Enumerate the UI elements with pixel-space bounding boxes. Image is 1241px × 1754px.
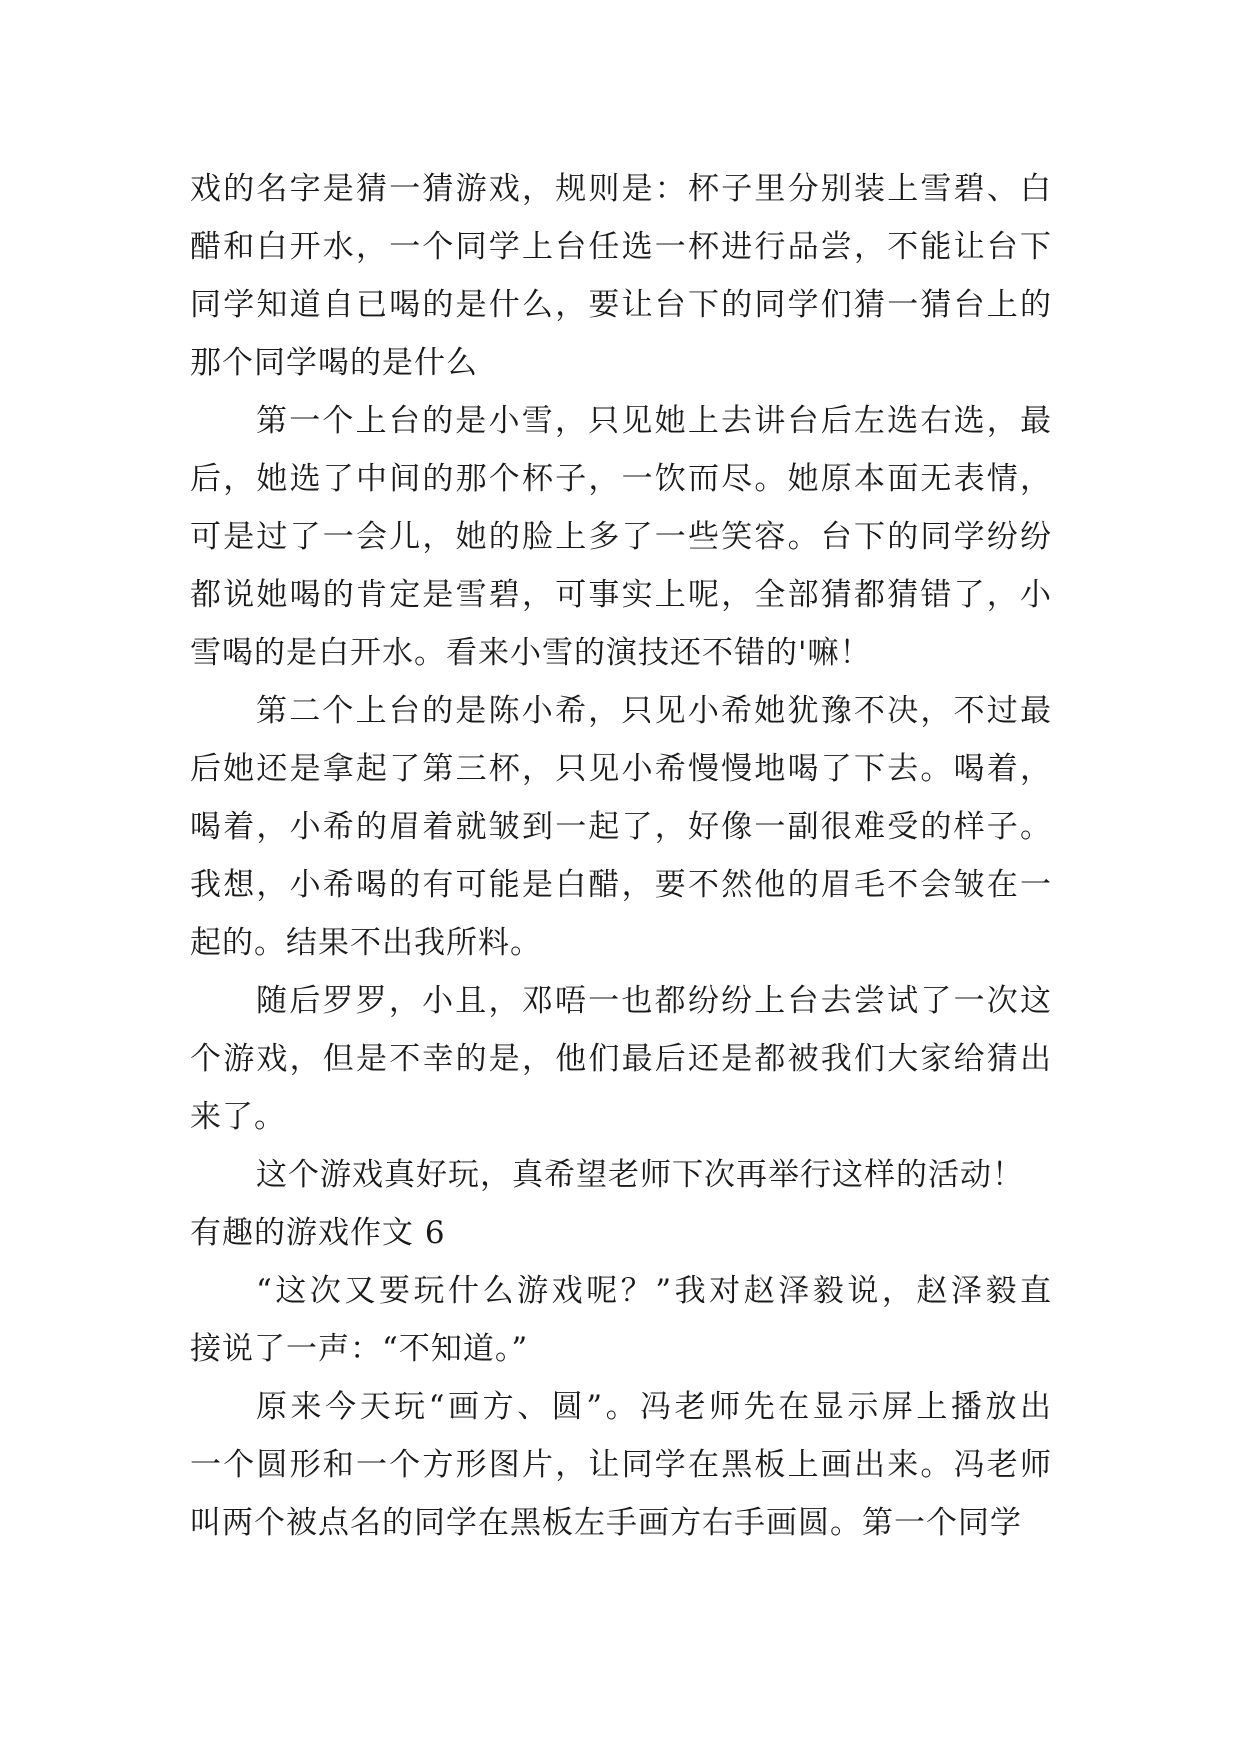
text-line: 来了。 [190,1099,286,1135]
text-line: 个游戏，但是不幸的是，他们最后还是都被我们大家给猜出 [190,1041,1052,1077]
text-line: 起的。结果不出我所料。 [190,925,542,961]
essay-body [190,160,1052,1552]
text-line: 一个圆形和一个方形图片，让同学在黑板上画出来。冯老师 [190,1447,1052,1483]
text-line: 后，她选了中间的那个杯子，一饮而尽。她原本面无表情， [190,461,1052,497]
text-line: 那个同学喝的是什么 [190,345,478,381]
text-line: 第一个上台的是小雪，只见她上去讲台后左选右选，最 [256,403,1052,439]
text-line: 有趣的游戏作文 6 [190,1215,446,1251]
text-line: 醋和白开水，一个同学上台任选一杯进行品尝，不能让台下 [190,229,1052,265]
text-line: 这个游戏真好玩，真希望老师下次再举行这样的活动！ [256,1157,1024,1193]
text-line: 喝着，小希的眉着就皱到一起了，好像一副很难受的样子。 [190,809,1052,845]
text-line: 戏的名字是猜一猜游戏，规则是：杯子里分别装上雪碧、白 [190,171,1052,207]
paragraph [190,1378,1052,1552]
text-line: 可是过了一会儿，她的脸上多了一些笑容。台下的同学纷纷 [190,519,1052,555]
text-line: 后她还是拿起了第三杯，只见小希慢慢地喝了下去。喝着， [190,751,1052,787]
paragraph [190,1204,1052,1262]
text-line: 同学知道自已喝的是什么，要让台下的同学们猜一猜台上的 [190,287,1052,323]
paragraph [190,682,1052,972]
text-line: 接说了一声：“不知道。” [190,1331,529,1367]
text-line: 我想，小希喝的有可能是白醋，要不然他的眉毛不会皱在一 [190,867,1052,903]
text-line: 都说她喝的肯定是雪碧，可事实上呢，全部猜都猜错了，小 [190,577,1052,613]
paragraph [190,160,1052,392]
text-line: 原来今天玩“画方、圆”。冯老师先在显示屏上播放出 [256,1389,1052,1425]
text-line: 随后罗罗，小且，邓唔一也都纷纷上台去尝试了一次这 [256,983,1052,1019]
text-line: 第二个上台的是陈小希，只见小希她犹豫不决，不过最 [256,693,1052,729]
text-line: 雪喝的是白开水。看来小雪的演技还不错的'嘛！ [190,635,872,671]
paragraph [190,1146,1052,1204]
text-line: “这次又要玩什么游戏呢？”我对赵泽毅说，赵泽毅直 [256,1273,1052,1309]
text-line: 叫两个被点名的同学在黑板左手画方右手画圆。第一个同学 [190,1505,1022,1541]
paragraph [190,392,1052,682]
paragraph [190,972,1052,1146]
paragraph [190,1262,1052,1378]
